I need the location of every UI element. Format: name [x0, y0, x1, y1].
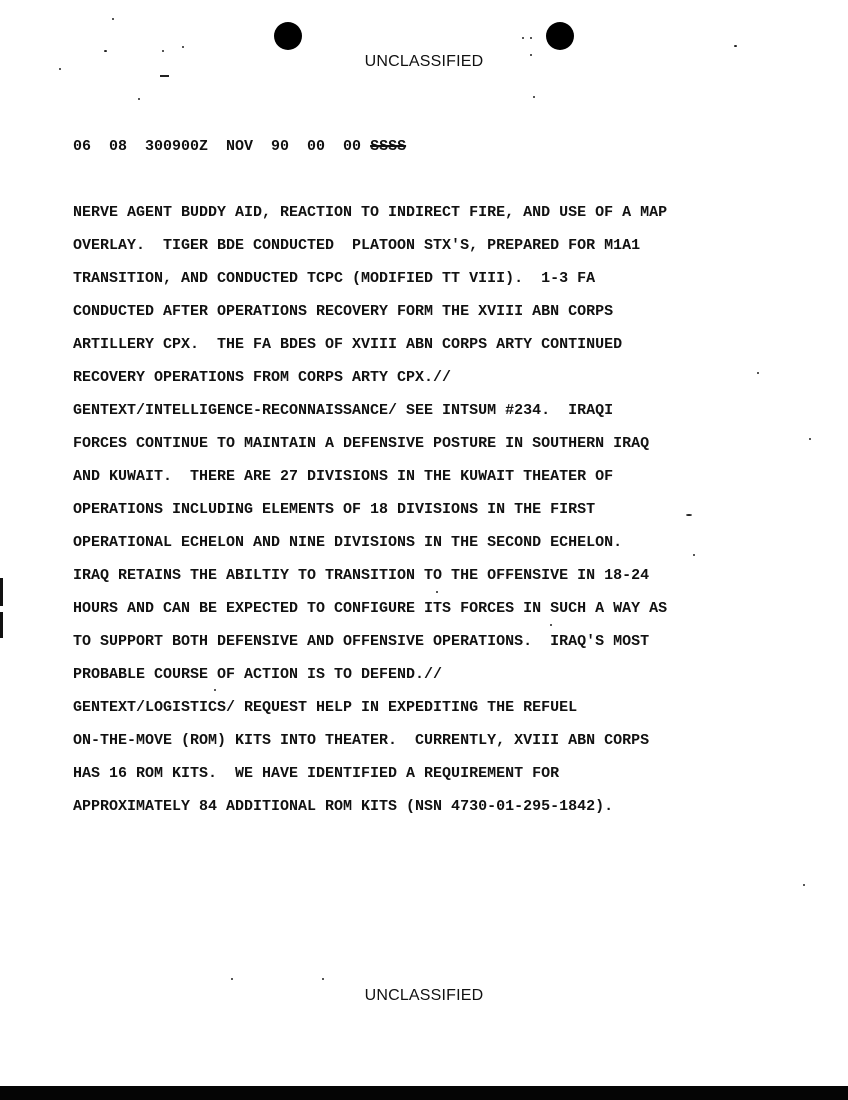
body-line: TO SUPPORT BOTH DEFENSIVE AND OFFENSIVE OPERATIONS. IRAQ'S MOST [73, 633, 650, 650]
scan-speck [436, 591, 438, 593]
message-dtg: 06 08 300900Z NOV 90 00 00 [73, 138, 371, 155]
scan-edge-mark [0, 578, 3, 606]
scan-speck [803, 884, 805, 886]
scan-speck [322, 978, 324, 980]
body-line: OVERLAY. TIGER BDE CONDUCTED PLATOON STX'S, PREPARED FOR M1A1 [73, 237, 641, 254]
scan-speck [182, 46, 184, 48]
message-body [73, 201, 843, 828]
scan-speck [522, 37, 524, 39]
scan-speck [160, 75, 169, 77]
body-line: OPERATIONS INCLUDING ELEMENTS OF 18 DIVISIONS IN THE FIRST [73, 501, 596, 518]
body-line: HOURS AND CAN BE EXPECTED TO CONFIGURE ITS FORCES IN SUCH A WAY AS [73, 600, 668, 617]
body-line: TRANSITION, AND CONDUCTED TCPC (MODIFIED TT VIII). 1-3 FA [73, 270, 596, 287]
struck-marking: SSSS [370, 138, 407, 155]
scan-speck [686, 514, 692, 516]
scan-speck [231, 978, 233, 980]
body-line: OPERATIONAL ECHELON AND NINE DIVISIONS IN THE SECOND ECHELON. [73, 534, 623, 551]
body-line: ON-THE-MOVE (ROM) KITS INTO THEATER. CURRENTLY, XVIII ABN CORPS [73, 732, 650, 749]
scan-speck [59, 68, 61, 70]
scan-speck [734, 45, 737, 47]
scan-speck [809, 438, 811, 440]
body-line: ARTILLERY CPX. THE FA BDES OF XVIII ABN CORPS ARTY CONTINUED [73, 336, 623, 353]
punch-hole-right [546, 22, 574, 50]
body-line: AND KUWAIT. THERE ARE 27 DIVISIONS IN THE KUWAIT THEATER OF [73, 468, 614, 485]
body-line: GENTEXT/INTELLIGENCE-RECONNAISSANCE/ SEE INTSUM #234. IRAQI [73, 402, 614, 419]
body-line: FORCES CONTINUE TO MAINTAIN A DEFENSIVE POSTURE IN SOUTHERN IRAQ [73, 435, 650, 452]
scan-speck [550, 624, 552, 626]
body-line: NERVE AGENT BUDDY AID, REACTION TO INDIRECT FIRE, AND USE OF A MAP [73, 204, 668, 221]
scan-speck [533, 96, 535, 98]
scan-speck [530, 54, 532, 56]
footer-classification: UNCLASSIFIED [364, 987, 484, 1004]
body-line: GENTEXT/LOGISTICS/ REQUEST HELP IN EXPEDITING THE REFUEL [73, 699, 578, 716]
body-line: HAS 16 ROM KITS. WE HAVE IDENTIFIED A REQUIREMENT FOR [73, 765, 560, 782]
scan-bottom-band [0, 1086, 848, 1100]
scan-edge-mark [0, 612, 3, 638]
message-dtg-line [73, 138, 406, 155]
scan-speck [162, 50, 164, 52]
scan-speck [214, 689, 216, 691]
body-line: CONDUCTED AFTER OPERATIONS RECOVERY FORM THE XVIII ABN CORPS [73, 303, 614, 320]
scan-speck [757, 372, 759, 374]
scan-speck [112, 18, 114, 20]
body-line: PROBABLE COURSE OF ACTION IS TO DEFEND.// [73, 666, 443, 683]
scan-speck [530, 37, 532, 39]
body-line: APPROXIMATELY 84 ADDITIONAL ROM KITS (NSN 4730-01-295-1842). [73, 798, 614, 815]
body-line: IRAQ RETAINS THE ABILTIY TO TRANSITION TO THE OFFENSIVE IN 18-24 [73, 567, 650, 584]
scan-speck [693, 554, 695, 556]
body-line: RECOVERY OPERATIONS FROM CORPS ARTY CPX.// [73, 369, 452, 386]
punch-hole-left [274, 22, 302, 50]
scan-speck [138, 98, 140, 100]
scan-speck [104, 50, 107, 52]
header-classification: UNCLASSIFIED [364, 53, 484, 70]
